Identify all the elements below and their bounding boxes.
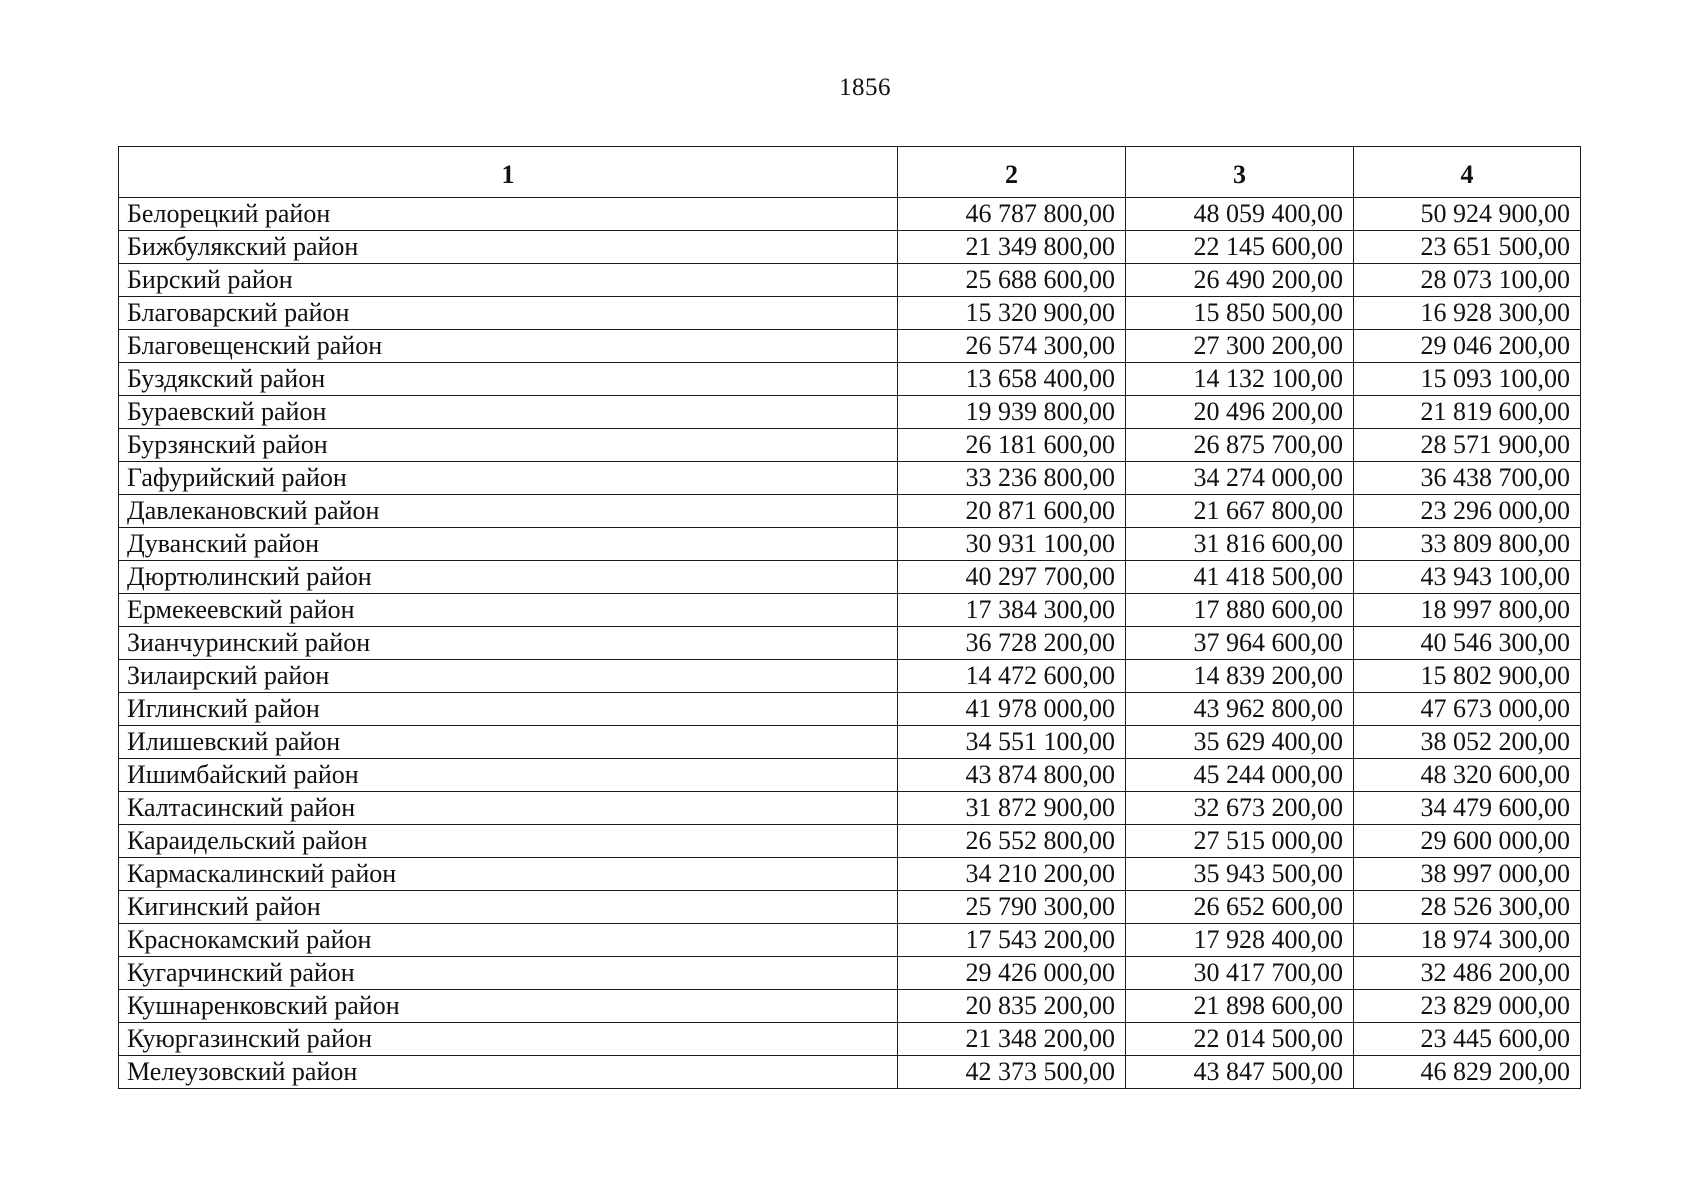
amount-cell-col-4: 18 997 800,00 xyxy=(1354,594,1581,627)
column-header-2: 2 xyxy=(898,147,1126,198)
amount-cell-col-4: 15 802 900,00 xyxy=(1354,660,1581,693)
table-row xyxy=(119,759,1581,792)
amount-cell-col-4: 29 046 200,00 xyxy=(1354,330,1581,363)
amount-cell-col-3: 30 417 700,00 xyxy=(1126,957,1354,990)
amount-cell-col-3: 26 875 700,00 xyxy=(1126,429,1354,462)
table-row xyxy=(119,363,1581,396)
amount-cell-col-4: 47 673 000,00 xyxy=(1354,693,1581,726)
district-name-cell: Кармаскалинский район xyxy=(119,858,898,891)
district-name-cell: Калтасинский район xyxy=(119,792,898,825)
column-header-3: 3 xyxy=(1126,147,1354,198)
amount-cell-col-4: 43 943 100,00 xyxy=(1354,561,1581,594)
amount-cell-col-4: 38 997 000,00 xyxy=(1354,858,1581,891)
amount-cell-col-4: 23 829 000,00 xyxy=(1354,990,1581,1023)
district-name-cell: Мелеузовский район xyxy=(119,1056,898,1089)
amount-cell-col-4: 16 928 300,00 xyxy=(1354,297,1581,330)
table-row xyxy=(119,924,1581,957)
amount-cell-col-2: 31 872 900,00 xyxy=(898,792,1126,825)
district-name-cell: Иглинский район xyxy=(119,693,898,726)
table-row xyxy=(119,792,1581,825)
amount-cell-col-4: 28 571 900,00 xyxy=(1354,429,1581,462)
amount-cell-col-3: 15 850 500,00 xyxy=(1126,297,1354,330)
amount-cell-col-2: 20 835 200,00 xyxy=(898,990,1126,1023)
amount-cell-col-3: 27 300 200,00 xyxy=(1126,330,1354,363)
amount-cell-col-3: 43 847 500,00 xyxy=(1126,1056,1354,1089)
amount-cell-col-2: 26 552 800,00 xyxy=(898,825,1126,858)
amount-cell-col-2: 19 939 800,00 xyxy=(898,396,1126,429)
district-name-cell: Зилаирский район xyxy=(119,660,898,693)
amount-cell-col-2: 14 472 600,00 xyxy=(898,660,1126,693)
amount-cell-col-4: 23 296 000,00 xyxy=(1354,495,1581,528)
table-row xyxy=(119,297,1581,330)
district-name-cell: Буздякский район xyxy=(119,363,898,396)
header-row xyxy=(119,147,1581,198)
district-name-cell: Белорецкий район xyxy=(119,198,898,231)
table-row xyxy=(119,825,1581,858)
amount-cell-col-4: 34 479 600,00 xyxy=(1354,792,1581,825)
amount-cell-col-3: 45 244 000,00 xyxy=(1126,759,1354,792)
amount-cell-col-2: 21 349 800,00 xyxy=(898,231,1126,264)
table-row xyxy=(119,627,1581,660)
table-row xyxy=(119,396,1581,429)
table-row xyxy=(119,264,1581,297)
district-name-cell: Кугарчинский район xyxy=(119,957,898,990)
district-name-cell: Бурзянский район xyxy=(119,429,898,462)
district-name-cell: Илишевский район xyxy=(119,726,898,759)
district-name-cell: Дюртюлинский район xyxy=(119,561,898,594)
amount-cell-col-2: 40 297 700,00 xyxy=(898,561,1126,594)
amount-cell-col-3: 48 059 400,00 xyxy=(1126,198,1354,231)
amount-cell-col-3: 17 880 600,00 xyxy=(1126,594,1354,627)
amount-cell-col-4: 40 546 300,00 xyxy=(1354,627,1581,660)
amount-cell-col-2: 46 787 800,00 xyxy=(898,198,1126,231)
table-row xyxy=(119,198,1581,231)
table-row xyxy=(119,594,1581,627)
district-name-cell: Благовещенский район xyxy=(119,330,898,363)
amount-cell-col-3: 41 418 500,00 xyxy=(1126,561,1354,594)
table-row xyxy=(119,561,1581,594)
table-row xyxy=(119,462,1581,495)
amount-cell-col-2: 29 426 000,00 xyxy=(898,957,1126,990)
amount-cell-col-2: 26 574 300,00 xyxy=(898,330,1126,363)
table-header xyxy=(119,147,1581,198)
amount-cell-col-4: 21 819 600,00 xyxy=(1354,396,1581,429)
budget-table-container xyxy=(118,146,1580,1089)
district-name-cell: Благоварский район xyxy=(119,297,898,330)
amount-cell-col-3: 20 496 200,00 xyxy=(1126,396,1354,429)
amount-cell-col-3: 17 928 400,00 xyxy=(1126,924,1354,957)
amount-cell-col-2: 41 978 000,00 xyxy=(898,693,1126,726)
column-header-1: 1 xyxy=(119,147,898,198)
amount-cell-col-3: 34 274 000,00 xyxy=(1126,462,1354,495)
district-name-cell: Бижбулякский район xyxy=(119,231,898,264)
amount-cell-col-2: 25 790 300,00 xyxy=(898,891,1126,924)
amount-cell-col-4: 23 445 600,00 xyxy=(1354,1023,1581,1056)
amount-cell-col-4: 28 073 100,00 xyxy=(1354,264,1581,297)
district-name-cell: Ермекеевский район xyxy=(119,594,898,627)
table-row xyxy=(119,1023,1581,1056)
amount-cell-col-3: 22 014 500,00 xyxy=(1126,1023,1354,1056)
amount-cell-col-4: 48 320 600,00 xyxy=(1354,759,1581,792)
amount-cell-col-3: 31 816 600,00 xyxy=(1126,528,1354,561)
amount-cell-col-2: 17 384 300,00 xyxy=(898,594,1126,627)
amount-cell-col-2: 26 181 600,00 xyxy=(898,429,1126,462)
amount-cell-col-4: 50 924 900,00 xyxy=(1354,198,1581,231)
district-name-cell: Краснокамский район xyxy=(119,924,898,957)
amount-cell-col-2: 34 551 100,00 xyxy=(898,726,1126,759)
amount-cell-col-4: 15 093 100,00 xyxy=(1354,363,1581,396)
table-row xyxy=(119,330,1581,363)
budget-table xyxy=(118,146,1581,1089)
district-name-cell: Дуванский район xyxy=(119,528,898,561)
column-header-4: 4 xyxy=(1354,147,1581,198)
district-name-cell: Куюргазинский район xyxy=(119,1023,898,1056)
table-row xyxy=(119,858,1581,891)
district-name-cell: Ишимбайский район xyxy=(119,759,898,792)
table-row xyxy=(119,693,1581,726)
amount-cell-col-2: 21 348 200,00 xyxy=(898,1023,1126,1056)
amount-cell-col-4: 38 052 200,00 xyxy=(1354,726,1581,759)
table-row xyxy=(119,231,1581,264)
amount-cell-col-3: 35 943 500,00 xyxy=(1126,858,1354,891)
district-name-cell: Бирский район xyxy=(119,264,898,297)
table-row xyxy=(119,891,1581,924)
district-name-cell: Зианчуринский район xyxy=(119,627,898,660)
district-name-cell: Кушнаренковский район xyxy=(119,990,898,1023)
amount-cell-col-2: 17 543 200,00 xyxy=(898,924,1126,957)
amount-cell-col-2: 36 728 200,00 xyxy=(898,627,1126,660)
table-row xyxy=(119,726,1581,759)
table-row xyxy=(119,660,1581,693)
amount-cell-col-3: 26 652 600,00 xyxy=(1126,891,1354,924)
amount-cell-col-2: 43 874 800,00 xyxy=(898,759,1126,792)
amount-cell-col-2: 13 658 400,00 xyxy=(898,363,1126,396)
amount-cell-col-2: 15 320 900,00 xyxy=(898,297,1126,330)
table-row xyxy=(119,1056,1581,1089)
amount-cell-col-3: 14 839 200,00 xyxy=(1126,660,1354,693)
amount-cell-col-2: 25 688 600,00 xyxy=(898,264,1126,297)
district-name-cell: Караидельский район xyxy=(119,825,898,858)
amount-cell-col-2: 33 236 800,00 xyxy=(898,462,1126,495)
table-row xyxy=(119,495,1581,528)
amount-cell-col-4: 46 829 200,00 xyxy=(1354,1056,1581,1089)
amount-cell-col-2: 20 871 600,00 xyxy=(898,495,1126,528)
amount-cell-col-3: 32 673 200,00 xyxy=(1126,792,1354,825)
table-row xyxy=(119,429,1581,462)
table-row xyxy=(119,528,1581,561)
amount-cell-col-4: 32 486 200,00 xyxy=(1354,957,1581,990)
amount-cell-col-2: 42 373 500,00 xyxy=(898,1056,1126,1089)
table-row xyxy=(119,957,1581,990)
amount-cell-col-4: 23 651 500,00 xyxy=(1354,231,1581,264)
amount-cell-col-3: 43 962 800,00 xyxy=(1126,693,1354,726)
amount-cell-col-4: 36 438 700,00 xyxy=(1354,462,1581,495)
district-name-cell: Давлекановский район xyxy=(119,495,898,528)
page-number: 1856 xyxy=(839,74,891,101)
amount-cell-col-4: 29 600 000,00 xyxy=(1354,825,1581,858)
amount-cell-col-3: 26 490 200,00 xyxy=(1126,264,1354,297)
amount-cell-col-3: 21 667 800,00 xyxy=(1126,495,1354,528)
amount-cell-col-3: 35 629 400,00 xyxy=(1126,726,1354,759)
amount-cell-col-3: 14 132 100,00 xyxy=(1126,363,1354,396)
amount-cell-col-3: 21 898 600,00 xyxy=(1126,990,1354,1023)
amount-cell-col-4: 28 526 300,00 xyxy=(1354,891,1581,924)
table-body xyxy=(119,198,1581,1089)
table-row xyxy=(119,990,1581,1023)
amount-cell-col-3: 22 145 600,00 xyxy=(1126,231,1354,264)
amount-cell-col-3: 37 964 600,00 xyxy=(1126,627,1354,660)
district-name-cell: Бураевский район xyxy=(119,396,898,429)
amount-cell-col-3: 27 515 000,00 xyxy=(1126,825,1354,858)
amount-cell-col-4: 18 974 300,00 xyxy=(1354,924,1581,957)
district-name-cell: Кигинский район xyxy=(119,891,898,924)
amount-cell-col-2: 34 210 200,00 xyxy=(898,858,1126,891)
district-name-cell: Гафурийский район xyxy=(119,462,898,495)
amount-cell-col-4: 33 809 800,00 xyxy=(1354,528,1581,561)
amount-cell-col-2: 30 931 100,00 xyxy=(898,528,1126,561)
